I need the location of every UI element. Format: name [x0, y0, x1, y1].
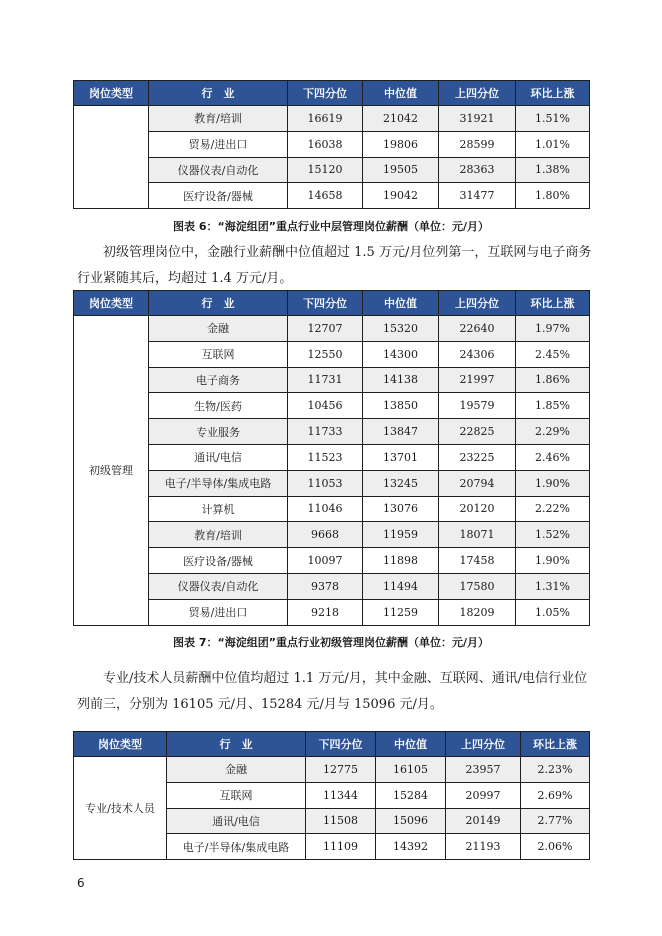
value-cell: 1.85%	[516, 393, 590, 419]
value-cell: 15320	[363, 316, 439, 342]
industry-cell: 互联网	[149, 341, 288, 367]
value-cell: 9378	[288, 573, 363, 599]
value-cell: 9668	[288, 522, 363, 548]
value-cell: 16619	[288, 106, 363, 132]
value-cell: 2.69%	[521, 782, 590, 808]
value-cell: 9218	[288, 599, 363, 625]
value-cell: 1.38%	[516, 157, 590, 183]
column-header: 行 业	[149, 81, 288, 106]
value-cell: 14300	[363, 341, 439, 367]
value-cell: 10456	[288, 393, 363, 419]
industry-cell: 医疗设备/器械	[149, 548, 288, 574]
table-row	[74, 470, 590, 496]
value-cell: 1.51%	[516, 106, 590, 132]
value-cell: 13847	[363, 419, 439, 445]
value-cell: 2.06%	[521, 834, 590, 860]
value-cell: 2.46%	[516, 444, 590, 470]
column-header: 上四分位	[446, 732, 521, 757]
value-cell: 1.52%	[516, 522, 590, 548]
value-cell: 11053	[288, 470, 363, 496]
column-header: 中位值	[363, 291, 439, 316]
value-cell: 2.29%	[516, 419, 590, 445]
value-cell: 31477	[439, 183, 516, 209]
paragraph-text: 初级管理岗位中，金融行业薪酬中位值超过 1.5 万元/月位列第一，互联网与电子商务行业紧随其后，均超过 1.4 万元/月。	[77, 245, 592, 286]
column-header: 岗位类型	[74, 291, 149, 316]
column-header: 岗位类型	[74, 732, 167, 757]
value-cell: 11898	[363, 548, 439, 574]
table-row	[74, 573, 590, 599]
value-cell: 2.23%	[521, 757, 590, 783]
column-header: 上四分位	[439, 81, 516, 106]
table-caption-7: 图表 7：“海淀组团”重点行业初级管理岗位薪酬（单位：元/月）	[173, 636, 489, 649]
column-header: 上四分位	[439, 291, 516, 316]
value-cell: 12550	[288, 341, 363, 367]
column-header: 中位值	[376, 732, 446, 757]
table-row	[74, 522, 590, 548]
column-header: 岗位类型	[74, 81, 149, 106]
industry-cell: 通讯/电信	[149, 444, 288, 470]
value-cell: 21193	[446, 834, 521, 860]
value-cell: 17580	[439, 573, 516, 599]
value-cell: 14138	[363, 367, 439, 393]
value-cell: 19579	[439, 393, 516, 419]
table-header-row	[74, 81, 590, 106]
value-cell: 1.05%	[516, 599, 590, 625]
value-cell: 11109	[306, 834, 376, 860]
table-row	[74, 106, 590, 132]
value-cell: 13076	[363, 496, 439, 522]
industry-cell: 仪器仪表/自动化	[149, 573, 288, 599]
value-cell: 12707	[288, 316, 363, 342]
value-cell: 31921	[439, 106, 516, 132]
table-row	[74, 548, 590, 574]
value-cell: 11523	[288, 444, 363, 470]
table-row	[74, 419, 590, 445]
table-header-row	[74, 732, 590, 757]
industry-cell: 生物/医药	[149, 393, 288, 419]
table-technical-staff	[73, 731, 590, 860]
value-cell: 14658	[288, 183, 363, 209]
value-cell: 20149	[446, 808, 521, 834]
value-cell: 10097	[288, 548, 363, 574]
value-cell: 23225	[439, 444, 516, 470]
value-cell: 20794	[439, 470, 516, 496]
value-cell: 11259	[363, 599, 439, 625]
table-row	[74, 316, 590, 342]
industry-cell: 电子/半导体/集成电路	[167, 834, 306, 860]
value-cell: 14392	[376, 834, 446, 860]
industry-cell: 电子/半导体/集成电路	[149, 470, 288, 496]
paragraph-junior-management	[77, 240, 597, 292]
industry-cell: 贸易/进出口	[149, 599, 288, 625]
value-cell: 11733	[288, 419, 363, 445]
value-cell: 22640	[439, 316, 516, 342]
value-cell: 11959	[363, 522, 439, 548]
table-caption-6: 图表 6：“海淀组团”重点行业中层管理岗位薪酬（单位：元/月）	[173, 220, 489, 233]
value-cell: 12775	[306, 757, 376, 783]
industry-cell: 金融	[167, 757, 306, 783]
value-cell: 13701	[363, 444, 439, 470]
value-cell: 19505	[363, 157, 439, 183]
paragraph-technical-staff	[77, 666, 597, 718]
industry-cell: 金融	[149, 316, 288, 342]
column-header: 下四分位	[288, 81, 363, 106]
value-cell: 2.45%	[516, 341, 590, 367]
table-junior-management	[73, 290, 590, 626]
value-cell: 16038	[288, 131, 363, 157]
value-cell: 20120	[439, 496, 516, 522]
value-cell: 24306	[439, 341, 516, 367]
value-cell: 1.97%	[516, 316, 590, 342]
value-cell: 17458	[439, 548, 516, 574]
table-row	[74, 444, 590, 470]
column-header: 下四分位	[306, 732, 376, 757]
paragraph-text: 专业/技术人员薪酬中位值均超过 1.1 万元/月，其中金融、互联网、通讯/电信行业位列前三，分别为 16105 元/月、15284 元/月与 15096 元/月。	[77, 671, 588, 712]
value-cell: 13245	[363, 470, 439, 496]
value-cell: 11508	[306, 808, 376, 834]
column-header: 下四分位	[288, 291, 363, 316]
value-cell: 28599	[439, 131, 516, 157]
value-cell: 11494	[363, 573, 439, 599]
value-cell: 15120	[288, 157, 363, 183]
industry-cell: 仪器仪表/自动化	[149, 157, 288, 183]
table-row	[74, 367, 590, 393]
value-cell: 11344	[306, 782, 376, 808]
value-cell: 11046	[288, 496, 363, 522]
value-cell: 20997	[446, 782, 521, 808]
value-cell: 11731	[288, 367, 363, 393]
column-header: 行 业	[167, 732, 306, 757]
page-number: 6	[77, 876, 85, 890]
value-cell: 13850	[363, 393, 439, 419]
value-cell: 15096	[376, 808, 446, 834]
value-cell: 15284	[376, 782, 446, 808]
table-row	[74, 341, 590, 367]
value-cell: 22825	[439, 419, 516, 445]
value-cell: 23957	[446, 757, 521, 783]
table-row	[74, 131, 590, 157]
table-row	[74, 183, 590, 209]
column-header: 中位值	[363, 81, 439, 106]
value-cell: 1.01%	[516, 131, 590, 157]
table-row	[74, 393, 590, 419]
industry-cell: 通讯/电信	[167, 808, 306, 834]
value-cell: 1.90%	[516, 548, 590, 574]
table-mid-management	[73, 80, 590, 209]
industry-cell: 互联网	[167, 782, 306, 808]
column-header: 环比上涨	[521, 732, 590, 757]
industry-cell: 贸易/进出口	[149, 131, 288, 157]
value-cell: 19042	[363, 183, 439, 209]
industry-cell: 电子商务	[149, 367, 288, 393]
industry-cell: 医疗设备/器械	[149, 183, 288, 209]
category-cell	[74, 106, 149, 209]
value-cell: 2.22%	[516, 496, 590, 522]
column-header: 环比上涨	[516, 81, 590, 106]
table-row	[74, 496, 590, 522]
industry-cell: 计算机	[149, 496, 288, 522]
industry-cell: 专业服务	[149, 419, 288, 445]
value-cell: 1.31%	[516, 573, 590, 599]
column-header: 环比上涨	[516, 291, 590, 316]
value-cell: 21997	[439, 367, 516, 393]
table-row	[74, 599, 590, 625]
category-cell: 初级管理	[74, 316, 149, 626]
value-cell: 1.90%	[516, 470, 590, 496]
category-cell: 专业/技术人员	[74, 757, 167, 860]
table-header-row	[74, 291, 590, 316]
value-cell: 1.86%	[516, 367, 590, 393]
value-cell: 18071	[439, 522, 516, 548]
table-row	[74, 157, 590, 183]
value-cell: 21042	[363, 106, 439, 132]
value-cell: 2.77%	[521, 808, 590, 834]
column-header: 行 业	[149, 291, 288, 316]
industry-cell: 教育/培训	[149, 522, 288, 548]
industry-cell: 教育/培训	[149, 106, 288, 132]
value-cell: 28363	[439, 157, 516, 183]
value-cell: 16105	[376, 757, 446, 783]
value-cell: 1.80%	[516, 183, 590, 209]
table-row	[74, 757, 590, 783]
value-cell: 18209	[439, 599, 516, 625]
value-cell: 19806	[363, 131, 439, 157]
